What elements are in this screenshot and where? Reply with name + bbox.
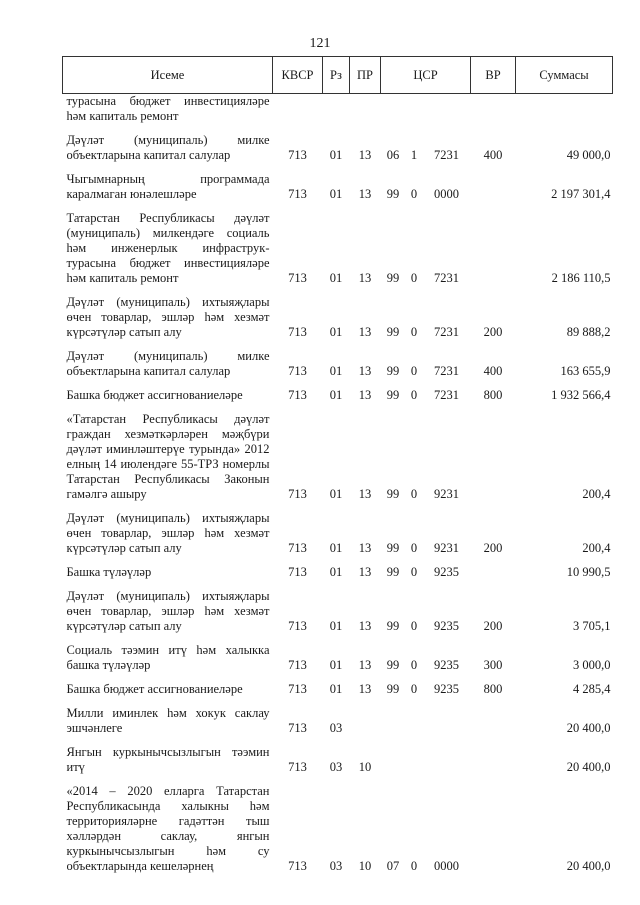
cell-csr-code: 7231 <box>434 325 459 339</box>
cell-csr-subprogram <box>406 94 423 125</box>
page-number: 121 <box>309 36 331 51</box>
cell-csr-code: 9235 <box>434 565 459 579</box>
cell-csr-program: 99 <box>386 364 400 378</box>
cell-csr-code: 0000 <box>434 859 459 873</box>
cell-name: Дәүләт (муниципаль) ихтыяҗлары өчен товарлар, эшләр һәм хезмәт күрсәтүләр сатып алу <box>66 295 270 339</box>
cell-pr: 13 <box>358 271 372 285</box>
cell-csr-subprogram <box>406 697 423 736</box>
table-row <box>63 340 613 379</box>
cell-kvsr: 713 <box>288 325 307 339</box>
cell-rz: 01 <box>329 487 343 501</box>
header-name: Исеме <box>63 57 273 94</box>
cell-kvsr: 713 <box>288 364 307 378</box>
cell-vr <box>471 403 516 502</box>
cell-rz: 03 <box>329 721 343 735</box>
cell-rz: 01 <box>329 658 343 672</box>
cell-name: Янгын куркынычсызлыгын тәэмин итү <box>66 745 270 774</box>
table-row <box>63 94 613 125</box>
cell-sum <box>516 94 613 125</box>
cell-csr-subprogram: 0 <box>410 619 418 633</box>
cell-csr-code: 0000 <box>434 187 459 201</box>
cell-csr-code: 7231 <box>434 148 459 162</box>
cell-pr: 13 <box>358 487 372 501</box>
cell-rz: 01 <box>329 271 343 285</box>
table-row <box>63 556 613 580</box>
cell-name: Татарстан Республикасы дәүләт (муниципаль) милкендәге социаль һәм инженерлык инфраструк-турасына бюджет инвестицияләре һәм капиталь ремонт <box>66 211 270 285</box>
cell-vr: 200 <box>483 325 503 339</box>
cell-sum: 49 000,0 <box>566 148 611 162</box>
table-row <box>63 673 613 697</box>
table-row <box>63 634 613 673</box>
table-row <box>63 697 613 736</box>
cell-kvsr: 713 <box>288 721 307 735</box>
cell-kvsr: 713 <box>288 658 307 672</box>
cell-sum: 3 705,1 <box>573 619 611 633</box>
cell-csr-program <box>381 94 406 125</box>
cell-csr-subprogram: 0 <box>410 388 418 402</box>
cell-csr-program: 99 <box>386 619 400 633</box>
cell-vr <box>471 697 516 736</box>
cell-sum: 200,4 <box>582 487 611 501</box>
cell-kvsr: 713 <box>288 487 307 501</box>
cell-vr <box>471 556 516 580</box>
cell-sum: 1 932 566,4 <box>551 388 611 402</box>
cell-sum: 20 400,0 <box>566 859 611 873</box>
cell-name: Дәүләт (муниципаль) ихтыяҗлары өчен товарлар, эшләр һәм хезмәт күрсәтүләр сатып алу <box>66 589 270 633</box>
cell-pr: 10 <box>358 859 372 873</box>
cell-csr-subprogram <box>406 736 423 775</box>
cell-vr: 800 <box>483 682 503 696</box>
cell-kvsr: 713 <box>288 859 307 873</box>
cell-csr-program <box>381 736 406 775</box>
table-row <box>63 286 613 340</box>
cell-vr: 300 <box>483 658 503 672</box>
table-row <box>63 502 613 556</box>
cell-csr-program: 99 <box>386 658 400 672</box>
cell-pr: 13 <box>358 388 372 402</box>
header-vr: ВР <box>471 57 516 94</box>
cell-kvsr: 713 <box>288 271 307 285</box>
cell-pr <box>350 697 381 736</box>
cell-sum: 2 197 301,4 <box>551 187 611 201</box>
header-sum: Суммасы <box>516 57 613 94</box>
cell-rz: 01 <box>329 325 343 339</box>
cell-csr-program: 06 <box>386 148 400 162</box>
cell-sum: 4 285,4 <box>573 682 611 696</box>
table-body <box>63 94 613 875</box>
cell-csr-program <box>381 697 406 736</box>
cell-vr <box>471 202 516 286</box>
table-row <box>63 736 613 775</box>
cell-csr-subprogram: 1 <box>410 148 418 162</box>
cell-pr: 13 <box>358 541 372 555</box>
cell-name: «2014 – 2020 елларга Татарстан Республикасында халыкны һәм территорияләрне гадәттән тыш хәлләрдән саклау, янгын куркынычсызлыгын һәм су объектларында кешеләрнең <box>66 784 270 873</box>
cell-pr <box>350 94 381 125</box>
budget-table <box>62 56 613 874</box>
cell-csr-code: 7231 <box>434 271 459 285</box>
cell-csr-code <box>423 94 471 125</box>
header-pr: ПР <box>350 57 381 94</box>
cell-name: Социаль тәэмин итү һәм халыкка башка түләүләр <box>66 643 270 672</box>
cell-sum: 89 888,2 <box>566 325 611 339</box>
cell-pr: 13 <box>358 187 372 201</box>
cell-name: Дәүләт (муниципаль) милке объектларына капитал салулар <box>66 133 270 162</box>
cell-rz <box>323 94 350 125</box>
cell-kvsr: 713 <box>288 682 307 696</box>
cell-rz: 01 <box>329 388 343 402</box>
cell-kvsr: 713 <box>288 187 307 201</box>
table-row <box>63 202 613 286</box>
cell-vr <box>471 163 516 202</box>
cell-csr-subprogram: 0 <box>410 859 418 873</box>
table-row <box>63 379 613 403</box>
cell-vr <box>471 94 516 125</box>
cell-rz: 01 <box>329 565 343 579</box>
cell-rz: 01 <box>329 148 343 162</box>
cell-rz: 01 <box>329 187 343 201</box>
cell-kvsr <box>273 94 323 125</box>
table-row <box>63 124 613 163</box>
cell-pr: 13 <box>358 148 372 162</box>
cell-csr-program: 07 <box>386 859 400 873</box>
table-row <box>63 163 613 202</box>
cell-name: Башка бюджет ассигнованиеләре <box>66 682 243 696</box>
cell-csr-subprogram: 0 <box>410 271 418 285</box>
cell-csr-subprogram: 0 <box>410 658 418 672</box>
cell-name: «Татарстан Республикасы дәүләт граждан хезмәткәрләрен мәҗбүри дәүләт иминләштерүе турында» 2012 елның 14 июлендәге 55-ТРЗ номерлы Татарстан Республикасы Законын гамәлгә ашыру <box>66 412 270 501</box>
header-rz: Рз <box>323 57 350 94</box>
header-csr: ЦСР <box>381 57 471 94</box>
cell-name: Дәүләт (муниципаль) ихтыяҗлары өчен товарлар, эшләр һәм хезмәт күрсәтүләр сатып алу <box>66 511 270 555</box>
cell-sum: 20 400,0 <box>566 721 611 735</box>
cell-vr <box>471 775 516 874</box>
cell-sum: 20 400,0 <box>566 760 611 774</box>
cell-rz: 03 <box>329 859 343 873</box>
cell-csr-code: 9235 <box>434 682 459 696</box>
cell-csr-subprogram: 0 <box>410 565 418 579</box>
cell-rz: 01 <box>329 541 343 555</box>
cell-kvsr: 713 <box>288 388 307 402</box>
cell-rz: 01 <box>329 364 343 378</box>
cell-vr: 400 <box>483 148 503 162</box>
cell-sum: 3 000,0 <box>573 658 611 672</box>
cell-csr-code: 9231 <box>434 487 459 501</box>
cell-csr-program: 99 <box>386 565 400 579</box>
cell-kvsr: 713 <box>288 565 307 579</box>
cell-pr: 10 <box>358 760 372 774</box>
cell-csr-program: 99 <box>386 187 400 201</box>
table-row <box>63 580 613 634</box>
cell-csr-program: 99 <box>386 388 400 402</box>
cell-rz: 03 <box>329 760 343 774</box>
cell-sum: 200,4 <box>582 541 611 555</box>
cell-pr: 13 <box>358 658 372 672</box>
cell-name: турасына бюджет инвестицияләре һәм капиталь ремонт <box>66 94 270 123</box>
cell-csr-subprogram: 0 <box>410 682 418 696</box>
cell-name: Дәүләт (муниципаль) милке объектларына капитал салулар <box>66 349 270 378</box>
cell-rz: 01 <box>329 682 343 696</box>
cell-sum: 10 990,5 <box>566 565 611 579</box>
cell-csr-code: 7231 <box>434 364 459 378</box>
cell-name: Башка бюджет ассигнованиеләре <box>66 388 243 402</box>
cell-kvsr: 713 <box>288 619 307 633</box>
cell-pr: 13 <box>358 364 372 378</box>
cell-csr-code: 7231 <box>434 388 459 402</box>
cell-vr: 200 <box>483 619 503 633</box>
cell-vr: 200 <box>483 541 503 555</box>
cell-csr-code <box>423 697 471 736</box>
cell-pr: 13 <box>358 565 372 579</box>
cell-vr <box>471 736 516 775</box>
cell-csr-program: 99 <box>386 271 400 285</box>
cell-kvsr: 713 <box>288 148 307 162</box>
cell-pr: 13 <box>358 619 372 633</box>
cell-csr-subprogram: 0 <box>410 325 418 339</box>
cell-pr: 13 <box>358 682 372 696</box>
cell-csr-subprogram: 0 <box>410 364 418 378</box>
cell-csr-subprogram: 0 <box>410 541 418 555</box>
cell-name: Чыгымнарның программада каралмаган юнәлешләре <box>66 172 270 201</box>
cell-csr-code <box>423 736 471 775</box>
cell-csr-program: 99 <box>386 325 400 339</box>
cell-csr-subprogram: 0 <box>410 187 418 201</box>
cell-vr: 400 <box>483 364 503 378</box>
cell-sum: 163 655,9 <box>560 364 611 378</box>
cell-csr-code: 9231 <box>434 541 459 555</box>
cell-sum: 2 186 110,5 <box>551 271 611 285</box>
cell-kvsr: 713 <box>288 760 307 774</box>
cell-rz: 01 <box>329 619 343 633</box>
table-header-row <box>63 57 613 94</box>
cell-kvsr: 713 <box>288 541 307 555</box>
cell-csr-code: 9235 <box>434 619 459 633</box>
cell-csr-subprogram: 0 <box>410 487 418 501</box>
cell-name: Милли иминлек һәм хокук саклау эшчәнлеге <box>66 706 270 735</box>
cell-csr-code: 9235 <box>434 658 459 672</box>
cell-vr: 800 <box>483 388 503 402</box>
table-row <box>63 403 613 502</box>
header-kvsr: КВСР <box>273 57 323 94</box>
cell-pr: 13 <box>358 325 372 339</box>
cell-name: Башка түләүләр <box>66 565 152 579</box>
table-row <box>63 775 613 874</box>
cell-csr-program: 99 <box>386 682 400 696</box>
cell-csr-program: 99 <box>386 487 400 501</box>
cell-csr-program: 99 <box>386 541 400 555</box>
